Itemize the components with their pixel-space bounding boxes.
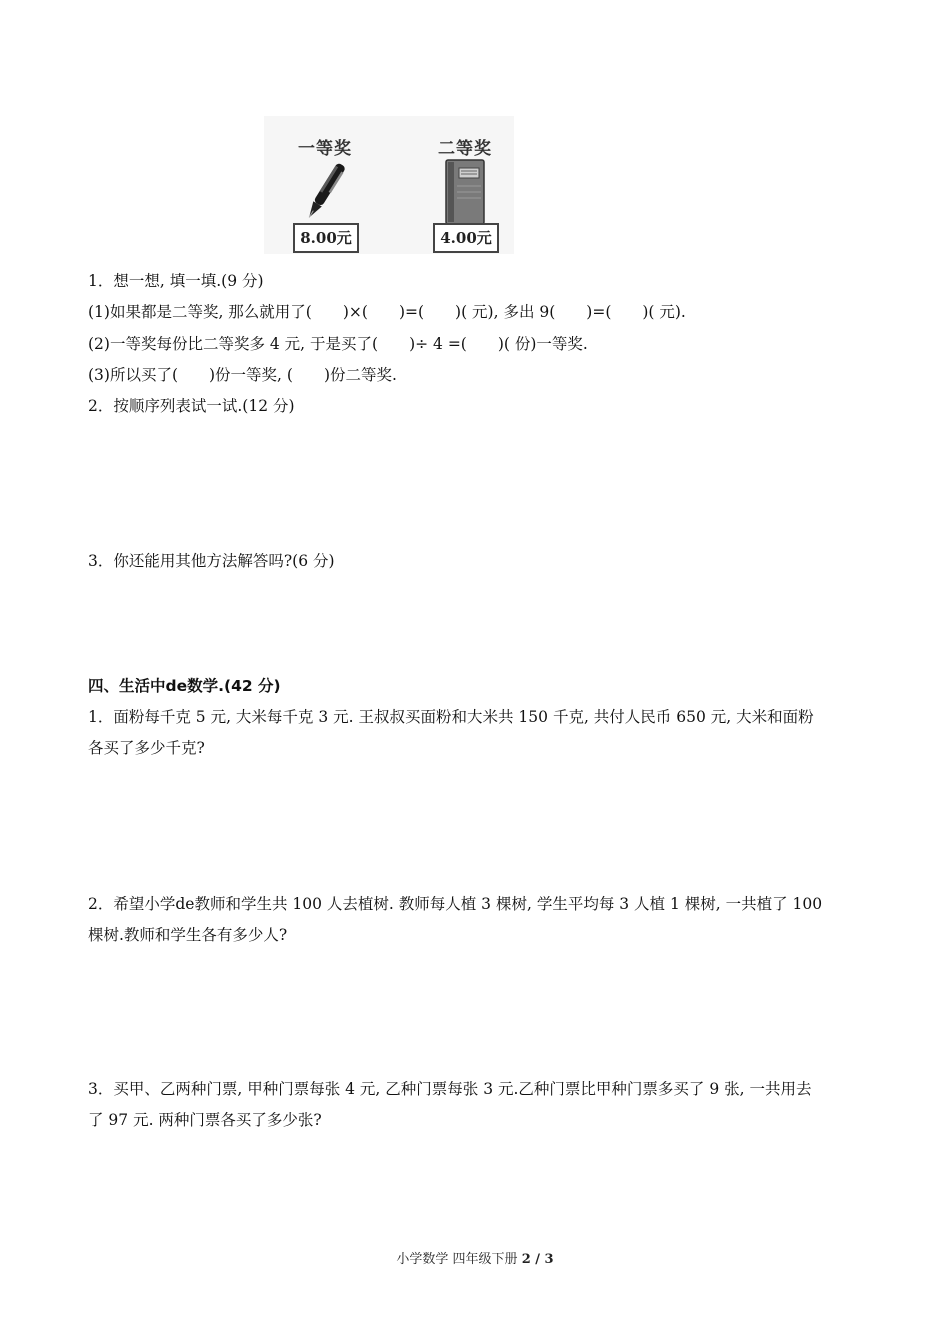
- pen-icon: [299, 156, 351, 228]
- problem-2-line-1: 2．希望小学de教师和学生共 100 人去植树. 教师每人植 3 棵树, 学生平均每 3 人植 1 棵树, 一共植了 100: [88, 895, 823, 913]
- question-1-title: 1．想一想, 填一填.(9 分): [88, 272, 264, 290]
- notebook-icon: [439, 156, 491, 228]
- page-footer: [0, 1248, 950, 1267]
- question-3-title: 3．你还能用其他方法解答吗?(6 分): [88, 552, 335, 570]
- section-4-title: 四、生活中de数学.(42 分): [88, 677, 281, 695]
- question-2-title: 2．按顺序列表试一试.(12 分): [88, 397, 295, 415]
- second-prize-title: 二等奖: [438, 139, 492, 159]
- problem-1-line-1: 1．面粉每千克 5 元, 大米每千克 3 元. 王叔叔买面粉和大米共 150 千克, 共付人民币 650 元, 大米和面粉: [88, 708, 814, 726]
- problem-3-line-2: 了 97 元. 两种门票各买了多少张?: [88, 1111, 322, 1129]
- second-prize-price: 4.00元: [433, 223, 499, 253]
- prize-figure: [264, 116, 514, 254]
- question-1-part-2: (2)一等奖每份比二等奖多 4 元, 于是买了( )÷ 4 =( )( 份)一等奖.: [88, 335, 588, 353]
- second-prize: [410, 116, 520, 254]
- problem-2-line-2: 棵树.教师和学生各有多少人?: [88, 926, 288, 944]
- footer-subject: 小学数学 四年级下册: [396, 1252, 518, 1267]
- first-prize-title: 一等奖: [298, 139, 352, 159]
- question-1-part-3: (3)所以买了( )份一等奖, ( )份二等奖.: [88, 366, 397, 384]
- first-prize: [270, 116, 380, 254]
- problem-3-line-1: 3．买甲、乙两种门票, 甲种门票每张 4 元, 乙种门票每张 3 元.乙种门票比甲种门票多买了 9 张, 一共用去: [88, 1080, 812, 1098]
- question-1-part-1: (1)如果都是二等奖, 那么就用了( )×( )=( )( 元), 多出 9( )=( )( 元).: [88, 303, 686, 321]
- footer-page-number: 2 / 3: [521, 1252, 554, 1267]
- first-prize-price: 8.00元: [293, 223, 359, 253]
- problem-1-line-2: 各买了多少千克?: [88, 739, 205, 757]
